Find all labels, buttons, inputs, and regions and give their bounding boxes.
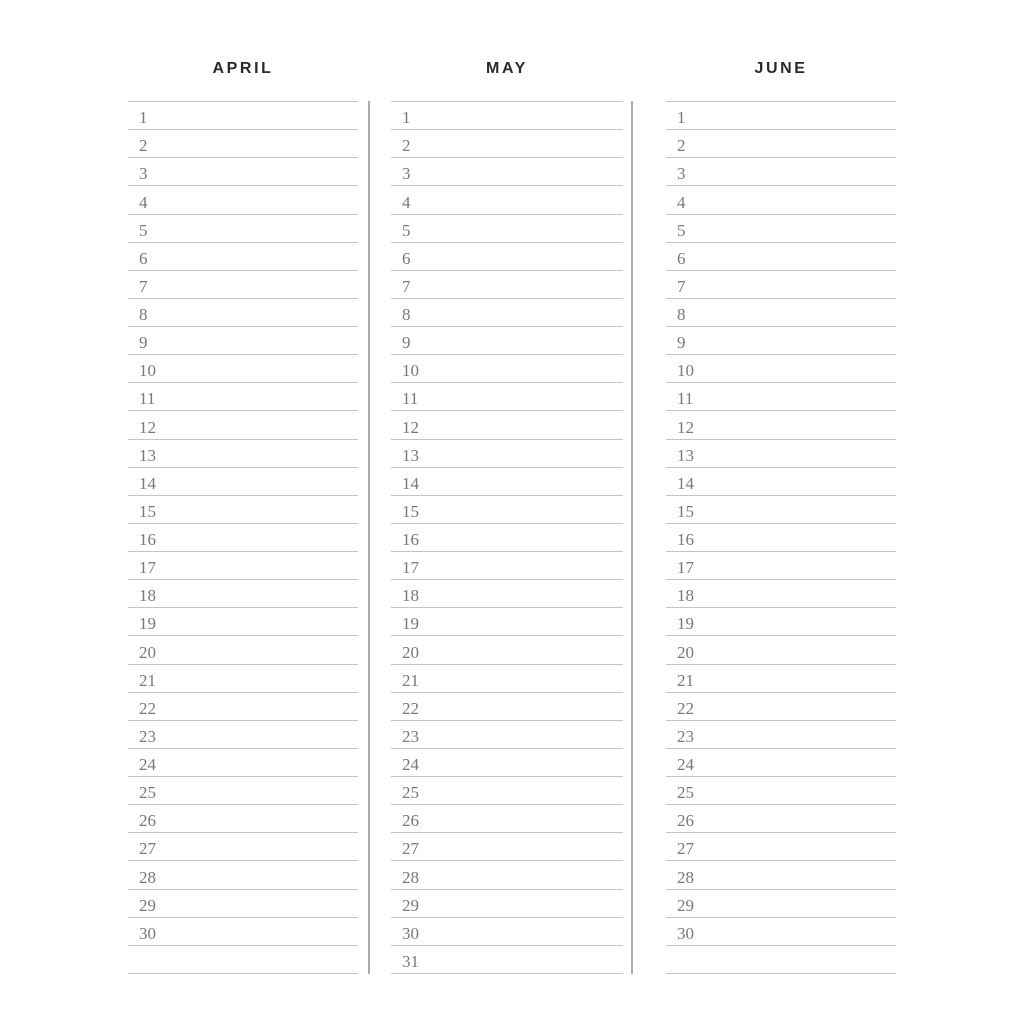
- day-number: 19: [677, 614, 694, 634]
- day-number: 5: [677, 220, 686, 240]
- day-number: 23: [139, 726, 156, 746]
- day-number: 28: [402, 867, 419, 887]
- day-row: [391, 327, 623, 355]
- day-number: 15: [139, 501, 156, 521]
- day-row: [391, 833, 623, 861]
- day-row: [128, 805, 358, 833]
- day-row: [666, 749, 896, 777]
- day-number: 29: [402, 895, 419, 915]
- day-number: 15: [402, 501, 419, 521]
- day-row: [391, 805, 623, 833]
- day-row: [391, 355, 623, 383]
- day-number: 23: [677, 726, 694, 746]
- day-number: 11: [402, 389, 419, 409]
- day-number: 1: [139, 108, 148, 128]
- day-number: 22: [139, 698, 156, 718]
- day-rows: [666, 101, 896, 974]
- day-number: 26: [139, 811, 156, 831]
- day-number: 13: [139, 445, 156, 465]
- day-number: 4: [402, 192, 411, 212]
- day-number: 5: [139, 220, 148, 240]
- day-number: 10: [402, 361, 419, 381]
- day-number: 3: [677, 164, 686, 184]
- blank-row: [128, 946, 358, 974]
- day-number: 16: [402, 530, 419, 549]
- day-number: 18: [677, 586, 694, 606]
- day-number: 25: [677, 783, 694, 803]
- day-number: 7: [139, 276, 148, 296]
- day-row: [666, 496, 896, 524]
- day-row: [128, 440, 358, 468]
- day-row: [666, 299, 896, 327]
- day-row: [391, 271, 623, 299]
- day-row: [128, 749, 358, 777]
- day-number: 21: [402, 670, 419, 690]
- day-row: [666, 524, 896, 552]
- day-number: 24: [677, 755, 694, 774]
- day-number: 6: [139, 248, 148, 268]
- day-number: 20: [139, 642, 156, 662]
- day-number: 19: [402, 614, 419, 634]
- month-title: MAY: [486, 60, 528, 77]
- day-number: 21: [677, 670, 694, 690]
- day-number: 5: [402, 220, 411, 240]
- day-row: [666, 918, 896, 946]
- day-number: 21: [139, 670, 156, 690]
- day-number: 3: [139, 164, 148, 184]
- day-number: 18: [402, 586, 419, 606]
- day-number: 17: [677, 558, 694, 578]
- day-row: [391, 552, 623, 580]
- day-number: 31: [402, 951, 419, 971]
- day-row: [128, 102, 358, 130]
- day-row: [666, 243, 896, 271]
- day-number: 27: [139, 839, 156, 859]
- day-row: [666, 552, 896, 580]
- day-number: 20: [677, 642, 694, 662]
- day-number: 30: [677, 923, 694, 943]
- day-number: 25: [402, 783, 419, 803]
- day-number: 11: [139, 389, 156, 409]
- day-row: [128, 861, 358, 889]
- day-row: [391, 299, 623, 327]
- day-number: 6: [402, 248, 411, 268]
- day-row: [128, 918, 358, 946]
- day-number: 26: [402, 811, 419, 831]
- day-row: [391, 861, 623, 889]
- day-number: 1: [677, 108, 686, 128]
- month-column-april: [128, 55, 358, 974]
- month-column-june: [666, 55, 896, 974]
- day-number: 9: [402, 333, 411, 353]
- day-row: [666, 805, 896, 833]
- column-divider: [631, 101, 633, 974]
- day-number: 3: [402, 164, 411, 184]
- day-row: [391, 243, 623, 271]
- day-number: 14: [402, 473, 419, 493]
- day-row: [391, 665, 623, 693]
- day-row: [391, 636, 623, 664]
- day-row: [666, 777, 896, 805]
- day-row: [128, 158, 358, 186]
- day-row: [391, 777, 623, 805]
- day-number: 12: [402, 417, 419, 437]
- day-number: 6: [677, 248, 686, 268]
- day-row: [666, 186, 896, 214]
- blank-row: [666, 946, 896, 974]
- day-row: [128, 833, 358, 861]
- day-number: 10: [139, 361, 156, 381]
- day-number: 30: [402, 923, 419, 943]
- day-row: [128, 777, 358, 805]
- day-row: [666, 383, 896, 411]
- day-row: [391, 496, 623, 524]
- day-number: 13: [677, 445, 694, 465]
- day-row: [666, 411, 896, 439]
- day-number: 28: [139, 867, 156, 887]
- day-row: [391, 440, 623, 468]
- day-row: [128, 552, 358, 580]
- day-number: 26: [677, 811, 694, 831]
- day-row: [391, 918, 623, 946]
- day-number: 19: [139, 614, 156, 634]
- day-number: 23: [402, 726, 419, 746]
- day-row: [391, 749, 623, 777]
- month-title: JUNE: [754, 60, 808, 77]
- day-number: 22: [402, 698, 419, 718]
- day-number: 20: [402, 642, 419, 662]
- day-row: [128, 496, 358, 524]
- day-row: [391, 383, 623, 411]
- day-row: [666, 355, 896, 383]
- day-number: 14: [139, 473, 156, 493]
- day-number: 1: [402, 108, 411, 128]
- day-row: [666, 665, 896, 693]
- day-row: [666, 833, 896, 861]
- day-row: [666, 271, 896, 299]
- day-row: [666, 580, 896, 608]
- day-number: 4: [677, 192, 686, 212]
- day-rows: [128, 101, 358, 974]
- day-number: 24: [139, 755, 156, 774]
- day-row: [391, 130, 623, 158]
- day-row: [666, 215, 896, 243]
- day-row: [128, 130, 358, 158]
- day-row: [128, 355, 358, 383]
- day-row: [391, 580, 623, 608]
- day-number: 16: [139, 530, 156, 549]
- day-row: [391, 693, 623, 721]
- day-number: 17: [402, 558, 419, 578]
- day-number: 13: [402, 445, 419, 465]
- day-number: 2: [402, 136, 411, 156]
- day-row: [128, 383, 358, 411]
- day-row: [128, 608, 358, 636]
- day-number: 29: [677, 895, 694, 915]
- day-number: 12: [677, 417, 694, 437]
- day-row: [391, 721, 623, 749]
- day-row: [128, 665, 358, 693]
- day-row: [391, 158, 623, 186]
- day-number: 2: [677, 136, 686, 156]
- day-number: 7: [402, 276, 411, 296]
- day-row: [128, 215, 358, 243]
- day-row: [666, 130, 896, 158]
- day-row: [128, 243, 358, 271]
- day-row: [666, 608, 896, 636]
- column-divider: [368, 101, 370, 974]
- day-row: [391, 890, 623, 918]
- day-number: 8: [139, 305, 148, 324]
- day-row: [128, 411, 358, 439]
- day-row: [391, 186, 623, 214]
- day-row: [666, 721, 896, 749]
- day-row: [128, 721, 358, 749]
- day-row: [128, 271, 358, 299]
- day-row: [128, 468, 358, 496]
- day-row: [666, 468, 896, 496]
- day-number: 8: [402, 305, 411, 324]
- day-number: 29: [139, 895, 156, 915]
- day-row: [128, 693, 358, 721]
- day-number: 9: [139, 333, 148, 353]
- day-number: 25: [139, 783, 156, 803]
- day-row: [128, 580, 358, 608]
- day-number: 4: [139, 192, 148, 212]
- day-rows: [391, 101, 623, 974]
- day-number: 8: [677, 305, 686, 324]
- day-number: 16: [677, 530, 694, 549]
- day-row: [128, 524, 358, 552]
- day-row: [128, 890, 358, 918]
- day-row: [391, 524, 623, 552]
- day-row: [666, 102, 896, 130]
- day-row: [128, 636, 358, 664]
- day-row: [128, 299, 358, 327]
- day-number: 28: [677, 867, 694, 887]
- day-row: [128, 327, 358, 355]
- day-row: [666, 327, 896, 355]
- day-row: [391, 468, 623, 496]
- day-row: [128, 186, 358, 214]
- day-row: [666, 693, 896, 721]
- day-row: [391, 608, 623, 636]
- month-title: APRIL: [212, 60, 274, 77]
- day-row: [666, 440, 896, 468]
- month-column-may: [391, 55, 623, 974]
- day-row: [391, 215, 623, 243]
- day-number: 9: [677, 333, 686, 353]
- day-number: 30: [139, 923, 156, 943]
- day-number: 27: [677, 839, 694, 859]
- day-number: 14: [677, 473, 694, 493]
- day-number: 17: [139, 558, 156, 578]
- day-number: 27: [402, 839, 419, 859]
- day-row: [666, 636, 896, 664]
- day-number: 10: [677, 361, 694, 381]
- day-number: 2: [139, 136, 148, 156]
- day-row: [391, 102, 623, 130]
- day-row: [391, 411, 623, 439]
- day-row: [666, 158, 896, 186]
- day-number: 18: [139, 586, 156, 606]
- day-number: 12: [139, 417, 156, 437]
- day-row: [391, 946, 623, 974]
- day-row: [666, 861, 896, 889]
- day-number: 15: [677, 501, 694, 521]
- day-number: 7: [677, 276, 686, 296]
- day-row: [666, 890, 896, 918]
- day-number: 11: [677, 389, 694, 409]
- day-number: 22: [677, 698, 694, 718]
- day-number: 24: [402, 755, 419, 774]
